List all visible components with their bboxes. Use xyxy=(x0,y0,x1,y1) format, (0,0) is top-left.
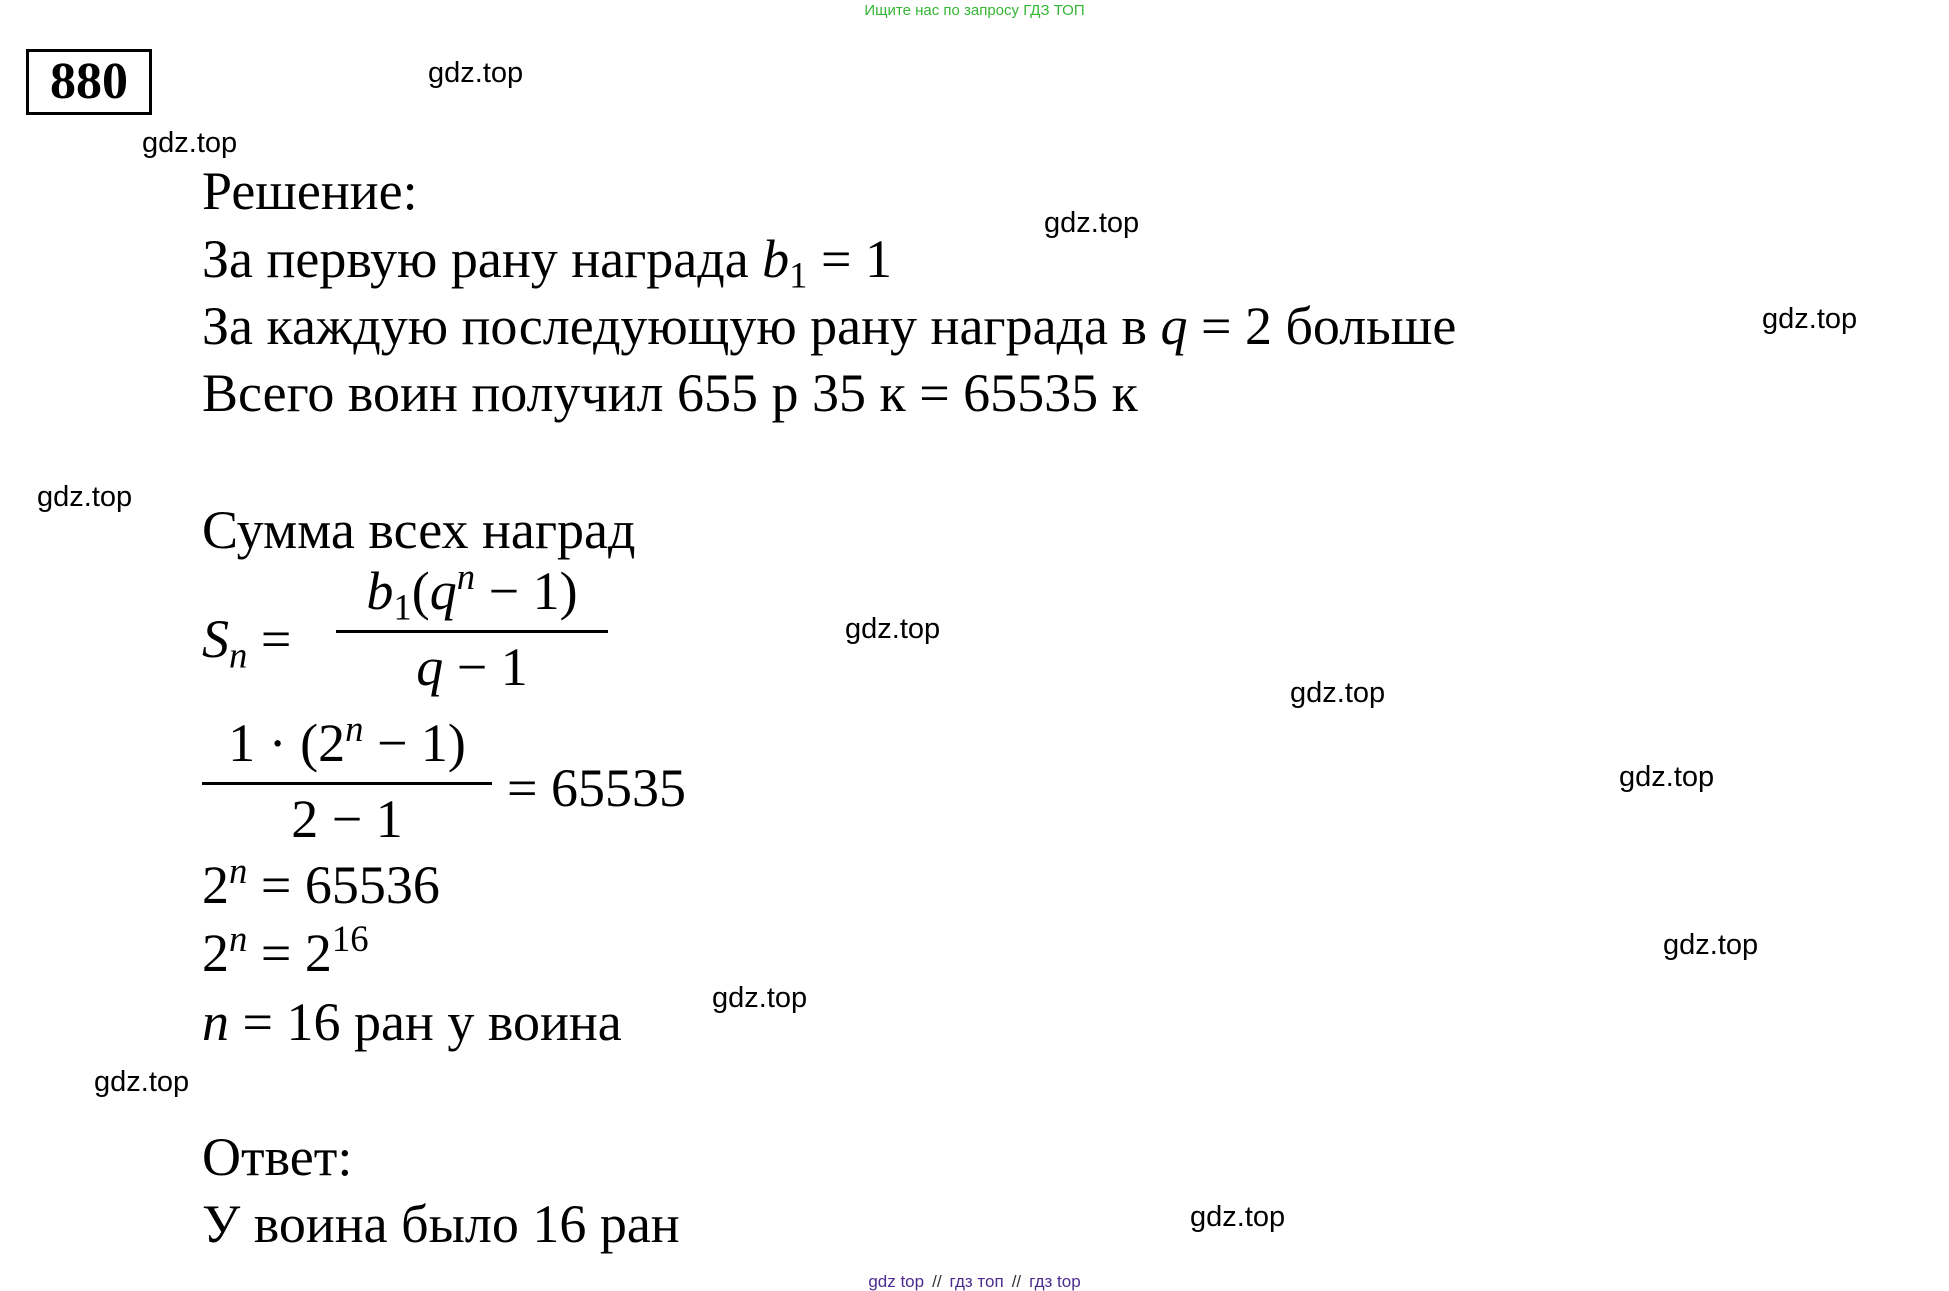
base-2: 2 xyxy=(202,855,229,915)
task-number-box: 880 xyxy=(26,49,152,115)
subscript-1: 1 xyxy=(393,586,412,628)
search-banner: Ищите нас по запросу ГДЗ ТОП xyxy=(864,2,1085,19)
footer-link-gdz-top[interactable]: gdz top xyxy=(868,1272,925,1291)
first-reward-line xyxy=(202,228,892,296)
variable-q: q xyxy=(429,561,457,621)
watermark: gdz.top xyxy=(428,57,524,89)
fraction-bar xyxy=(336,630,608,633)
watermark: gdz.top xyxy=(37,481,133,513)
exponent-16: 16 xyxy=(331,917,369,959)
fraction-numerator xyxy=(336,555,608,628)
watermark: gdz.top xyxy=(94,1066,190,1098)
numerator-start: 1 · (2 xyxy=(228,713,346,773)
fraction-bar xyxy=(202,782,492,785)
numerator-rest: − 1) xyxy=(363,713,466,773)
base-2: 2 xyxy=(202,923,229,983)
footer-separator: // xyxy=(932,1272,942,1291)
result-text: = 16 ран у воина xyxy=(229,992,622,1052)
numerator-rest: − 1) xyxy=(475,561,578,621)
subscript-n: n xyxy=(229,634,248,676)
fraction-denominator xyxy=(336,636,608,698)
variable-n: n xyxy=(202,992,229,1052)
exponent-n: n xyxy=(229,917,248,959)
watermark: gdz.top xyxy=(1663,929,1759,961)
ratio-line xyxy=(202,295,1456,357)
footer-links xyxy=(0,1272,1949,1291)
ratio-value: = 2 больше xyxy=(1187,296,1457,356)
equals-sign: = xyxy=(260,609,292,669)
watermark: gdz.top xyxy=(845,613,941,645)
exponent-n: n xyxy=(456,555,476,597)
exponent-n: n xyxy=(229,849,248,891)
variable-s: S xyxy=(202,609,229,669)
power-value: = 65536 xyxy=(247,855,440,915)
fraction-substituted xyxy=(202,707,492,856)
substituted-rhs: = 65535 xyxy=(507,758,686,818)
fraction-numerator xyxy=(202,707,492,774)
exponent-n: n xyxy=(345,707,364,749)
watermark: gdz.top xyxy=(1044,207,1140,239)
watermark: gdz.top xyxy=(1619,761,1715,793)
watermark: gdz.top xyxy=(1290,677,1386,709)
open-paren: ( xyxy=(411,561,430,621)
ratio-text: За каждую последующую рану награда в xyxy=(202,296,1161,356)
variable-b: b xyxy=(762,229,790,289)
variable-q: q xyxy=(1160,296,1188,356)
footer-link-gdz-top-ru[interactable]: гдз топ xyxy=(949,1272,1004,1291)
watermark: gdz.top xyxy=(712,982,808,1014)
variable-b: b xyxy=(366,561,394,621)
solution-heading: Решение: xyxy=(202,161,418,221)
power-comparison xyxy=(202,917,369,984)
first-reward-text: За первую рану награда xyxy=(202,229,763,289)
subscript-1: 1 xyxy=(789,254,808,296)
power-equation xyxy=(202,849,440,916)
result-line xyxy=(202,991,622,1053)
footer-separator: // xyxy=(1011,1272,1022,1291)
formula-sum-lhs xyxy=(202,608,292,676)
footer-link-gdz-top-mixed[interactable]: гдз top xyxy=(1029,1272,1081,1291)
first-reward-value: = 1 xyxy=(807,229,892,289)
equals-2: = 2 xyxy=(247,923,332,983)
fraction-denominator: 2 − 1 xyxy=(291,789,403,849)
answer-text: У воина было 16 ран xyxy=(202,1194,680,1254)
variable-q: q xyxy=(416,637,444,697)
watermark: gdz.top xyxy=(142,127,238,159)
watermark: gdz.top xyxy=(1190,1201,1286,1233)
total-line: Всего воин получил 655 р 35 к = 65535 к xyxy=(202,363,1138,423)
denominator-rest: − 1 xyxy=(443,637,528,697)
answer-heading: Ответ: xyxy=(202,1127,353,1187)
watermark: gdz.top xyxy=(1762,303,1858,335)
fraction-sum-formula xyxy=(336,555,608,704)
sum-heading: Сумма всех наград xyxy=(202,500,636,560)
